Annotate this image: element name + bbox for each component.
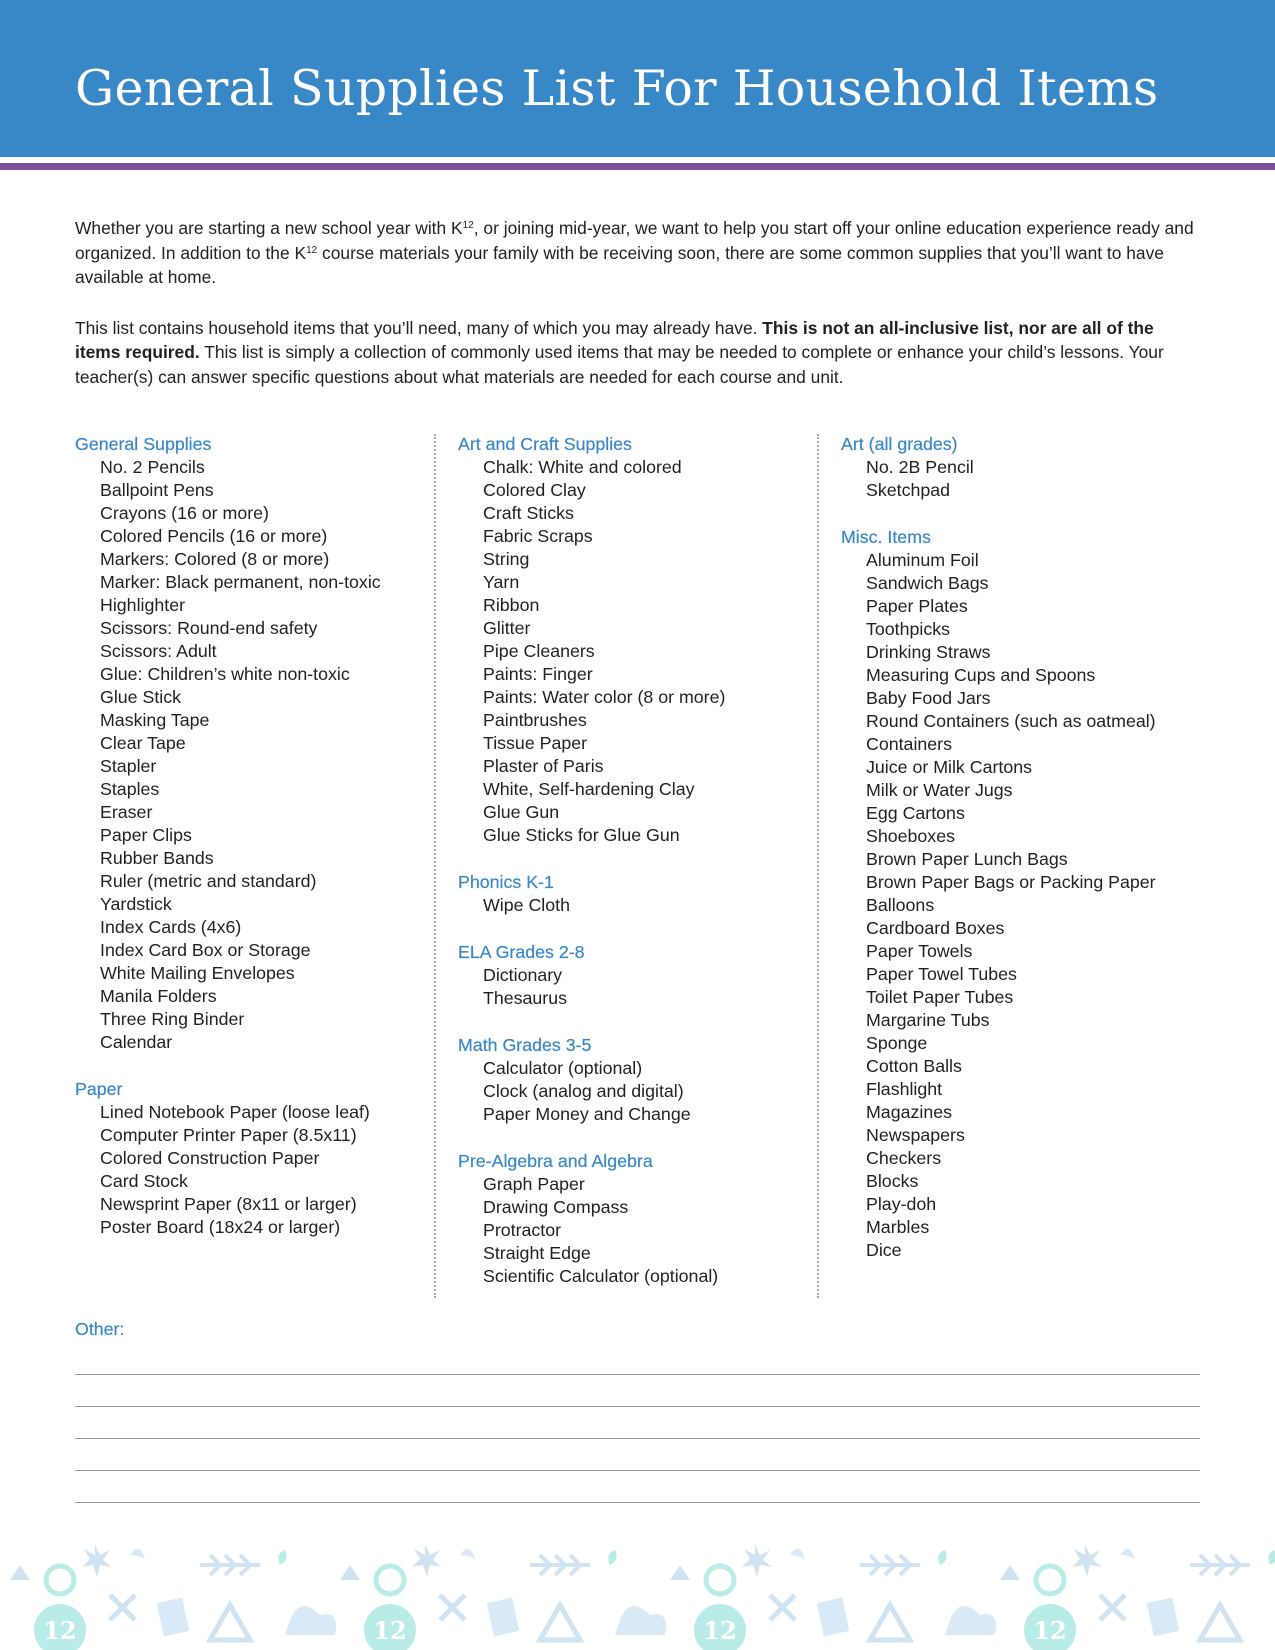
supply-item: Poster Board (18x24 or larger): [100, 1217, 341, 1237]
supply-item: Tissue Paper: [483, 733, 588, 753]
supply-item: Glue Gun: [483, 802, 560, 822]
supply-item: No. 2B Pencil: [866, 457, 974, 477]
supply-item: Scientific Calculator (optional): [483, 1266, 719, 1286]
page-title: General Supplies List For Household Items: [75, 60, 1159, 117]
section-heading: Art (all grades): [841, 434, 958, 454]
supply-section: [75, 433, 381, 1054]
footer-pattern-svg: [0, 1525, 1275, 1650]
moon-icon: [130, 1549, 145, 1560]
supply-item: Calendar: [100, 1032, 173, 1052]
other-label: Other:: [75, 1319, 125, 1339]
cloud-icon: [285, 1606, 336, 1635]
write-in-line[interactable]: [75, 1502, 1200, 1503]
supply-list: [458, 1057, 725, 1126]
supply-list: [458, 964, 725, 1010]
supply-list: [75, 456, 381, 1054]
supply-item: Measuring Cups and Spoons: [866, 665, 1096, 685]
compass-icon: [210, 1605, 250, 1640]
section-heading: Art and Craft Supplies: [458, 434, 632, 454]
write-in-line[interactable]: [75, 1406, 1200, 1407]
supply-item: Glue Stick: [100, 687, 182, 707]
supply-item: Stapler: [100, 756, 157, 776]
supply-item: White Mailing Envelopes: [100, 963, 295, 983]
supply-item: Paper Clips: [100, 825, 192, 845]
supply-item: Paintbrushes: [483, 710, 587, 730]
supply-column-2: [458, 433, 725, 1312]
supply-item: Flashlight: [866, 1079, 943, 1099]
k12-badge-text: 12: [43, 1616, 77, 1645]
column-divider: [434, 434, 436, 1298]
supply-item: Newsprint Paper (8x11 or larger): [100, 1194, 357, 1214]
supply-item: Blocks: [866, 1171, 919, 1191]
supply-item: Clear Tape: [100, 733, 186, 753]
drop-icon: [278, 1550, 286, 1565]
supply-item: Scissors: Adult: [100, 641, 217, 661]
supply-item: Aluminum Foil: [866, 550, 979, 570]
supply-item: White, Self-hardening Clay: [483, 779, 695, 799]
supply-item: Protractor: [483, 1220, 562, 1240]
column-divider: [817, 434, 819, 1298]
scissors-icon: [110, 1595, 135, 1620]
supply-item: Toilet Paper Tubes: [866, 987, 1014, 1007]
supply-section: [75, 1078, 381, 1239]
supply-item: Card Stock: [100, 1171, 188, 1191]
supply-item: Fabric Scraps: [483, 526, 593, 546]
supply-item: Manila Folders: [100, 986, 217, 1006]
supply-item: Glitter: [483, 618, 531, 638]
supply-item: Colored Pencils (16 or more): [100, 526, 328, 546]
supply-item: Drinking Straws: [866, 642, 991, 662]
supply-section: [458, 1150, 725, 1288]
supply-list: [841, 549, 1156, 1262]
write-in-line[interactable]: [75, 1470, 1200, 1471]
supply-item: Magazines: [866, 1102, 952, 1122]
supply-item: Chalk: White and colored: [483, 457, 682, 477]
supply-item: Drawing Compass: [483, 1197, 629, 1217]
supply-item: Crayons (16 or more): [100, 503, 269, 523]
write-in-line[interactable]: [75, 1374, 1200, 1375]
supply-item: No. 2 Pencils: [100, 457, 205, 477]
supply-item: Rubber Bands: [100, 848, 214, 868]
supply-item: Clock (analog and digital): [483, 1081, 684, 1101]
section-heading: Phonics K-1: [458, 872, 554, 892]
supply-item: Wipe Cloth: [483, 895, 570, 915]
supply-item: Thesaurus: [483, 988, 568, 1008]
supply-item: Masking Tape: [100, 710, 210, 730]
supply-item: Index Card Box or Storage: [100, 940, 311, 960]
supply-item: Paper Money and Change: [483, 1104, 691, 1124]
supply-item: Paints: Finger: [483, 664, 593, 684]
intro-paragraph-1: Whether you are starting a new school year with $K^{12}$, or joining mid-year, we want to help you start off your online education experience ready and organized. In addition to the $K^{12}$ course materials your family with be receiving soon, there are some common supplies that you’ll want to have available at home.: [75, 218, 1194, 287]
supply-item: Milk or Water Jugs: [866, 780, 1013, 800]
section-heading: Pre-Algebra and Algebra: [458, 1151, 653, 1171]
supply-item: Toothpicks: [866, 619, 951, 639]
pattern-tile: [10, 1545, 336, 1650]
intro-paragraph-2: This list contains household items that you’ll need, many of which you may already have. This is not an all-inclusive list, nor are all of the items required. This list is simply a collection of commonly used items that may be needed to complete or enhance your child’s lessons. Your teacher(s) can answer specific questions about what materials are needed for each course and unit.: [75, 317, 1164, 387]
supply-item: Plaster of Paris: [483, 756, 604, 776]
supply-item: Graph Paper: [483, 1174, 585, 1194]
intro-emphasis: This is not an all-inclusive list, nor are all of the items required.: [75, 317, 1154, 362]
supply-item: Sandwich Bags: [866, 573, 989, 593]
supply-item: Pipe Cleaners: [483, 641, 595, 661]
supply-item: Ballpoint Pens: [100, 480, 214, 500]
section-heading: General Supplies: [75, 434, 212, 454]
supply-list: [75, 1101, 381, 1239]
supply-section: [458, 1034, 725, 1126]
supply-section: [458, 871, 725, 917]
supply-item: Yarn: [483, 572, 520, 592]
supply-item: Checkers: [866, 1148, 942, 1168]
supply-item: Craft Sticks: [483, 503, 574, 523]
supply-item: Computer Printer Paper (8.5x11): [100, 1125, 357, 1145]
supply-item: Play-doh: [866, 1194, 937, 1214]
section-heading: Misc. Items: [841, 527, 931, 547]
supply-item: Three Ring Binder: [100, 1009, 245, 1029]
supply-item: Yardstick: [100, 894, 172, 914]
supply-item: Highlighter: [100, 595, 185, 615]
supply-item: Scissors: Round-end safety: [100, 618, 318, 638]
supply-item: Cotton Balls: [866, 1056, 962, 1076]
supply-item: Brown Paper Bags or Packing Paper: [866, 872, 1156, 892]
book-icon: [157, 1598, 190, 1637]
accent-divider: [0, 163, 1275, 170]
supply-item: Calculator (optional): [483, 1058, 643, 1078]
supply-section: [841, 526, 1156, 1262]
supply-item: Baby Food Jars: [866, 688, 991, 708]
supply-section: [841, 433, 1156, 502]
refresh-icon: [46, 1566, 74, 1594]
supply-item: Juice or Milk Cartons: [866, 757, 1033, 777]
section-heading: Paper: [75, 1079, 123, 1099]
supply-item: Colored Clay: [483, 480, 586, 500]
supply-list: [841, 456, 1156, 502]
supply-item: Lined Notebook Paper (loose leaf): [100, 1102, 370, 1122]
section-heading: ELA Grades 2-8: [458, 942, 585, 962]
supply-item: Staples: [100, 779, 160, 799]
supply-section: [458, 433, 725, 847]
intro-text: [75, 216, 1200, 415]
supply-item: Brown Paper Lunch Bags: [866, 849, 1068, 869]
supply-item: Marbles: [866, 1217, 930, 1237]
supply-list: [458, 456, 725, 847]
supply-item: Glue: Children’s white non-toxic: [100, 664, 350, 684]
supply-section: [458, 941, 725, 1010]
supply-list: [458, 894, 725, 917]
supply-item: Dice: [866, 1240, 902, 1260]
supply-item: Eraser: [100, 802, 153, 822]
supply-item: Paper Plates: [866, 596, 968, 616]
supply-item: Paper Towels: [866, 941, 973, 961]
header-banner: [0, 0, 1275, 157]
supply-item: Ribbon: [483, 595, 540, 615]
supply-item: Round Containers (such as oatmeal): [866, 711, 1156, 731]
star-icon: [82, 1545, 112, 1577]
supply-item: Colored Construction Paper: [100, 1148, 320, 1168]
supply-item: Sketchpad: [866, 480, 951, 500]
section-heading: Math Grades 3-5: [458, 1035, 592, 1055]
feather-icon: [200, 1555, 260, 1575]
triangle-icon: [10, 1565, 30, 1580]
supply-item: Dictionary: [483, 965, 563, 985]
supply-item: Glue Sticks for Glue Gun: [483, 825, 680, 845]
supply-column-3: [841, 433, 1156, 1286]
supply-item: Index Cards (4x6): [100, 917, 242, 937]
supply-item: Cardboard Boxes: [866, 918, 1005, 938]
supply-item: Sponge: [866, 1033, 928, 1053]
supply-item: String: [483, 549, 530, 569]
supply-item: Marker: Black permanent, non-toxic: [100, 572, 381, 592]
supply-item: Ruler (metric and standard): [100, 871, 317, 891]
supply-item: Newspapers: [866, 1125, 965, 1145]
supply-item: Paints: Water color (8 or more): [483, 687, 726, 707]
supply-column-1: [75, 433, 381, 1263]
decorative-footer-pattern: [0, 1525, 1275, 1650]
supply-list: [458, 1173, 725, 1288]
supply-item: Containers: [866, 734, 952, 754]
supply-item: Straight Edge: [483, 1243, 591, 1263]
write-in-line[interactable]: [75, 1438, 1200, 1439]
supply-item: Margarine Tubs: [866, 1010, 990, 1030]
supply-item: Shoeboxes: [866, 826, 955, 846]
supply-item: Egg Cartons: [866, 803, 965, 823]
supply-item: Paper Towel Tubes: [866, 964, 1017, 984]
supply-item: Markers: Colored (8 or more): [100, 549, 330, 569]
supply-item: Balloons: [866, 895, 935, 915]
